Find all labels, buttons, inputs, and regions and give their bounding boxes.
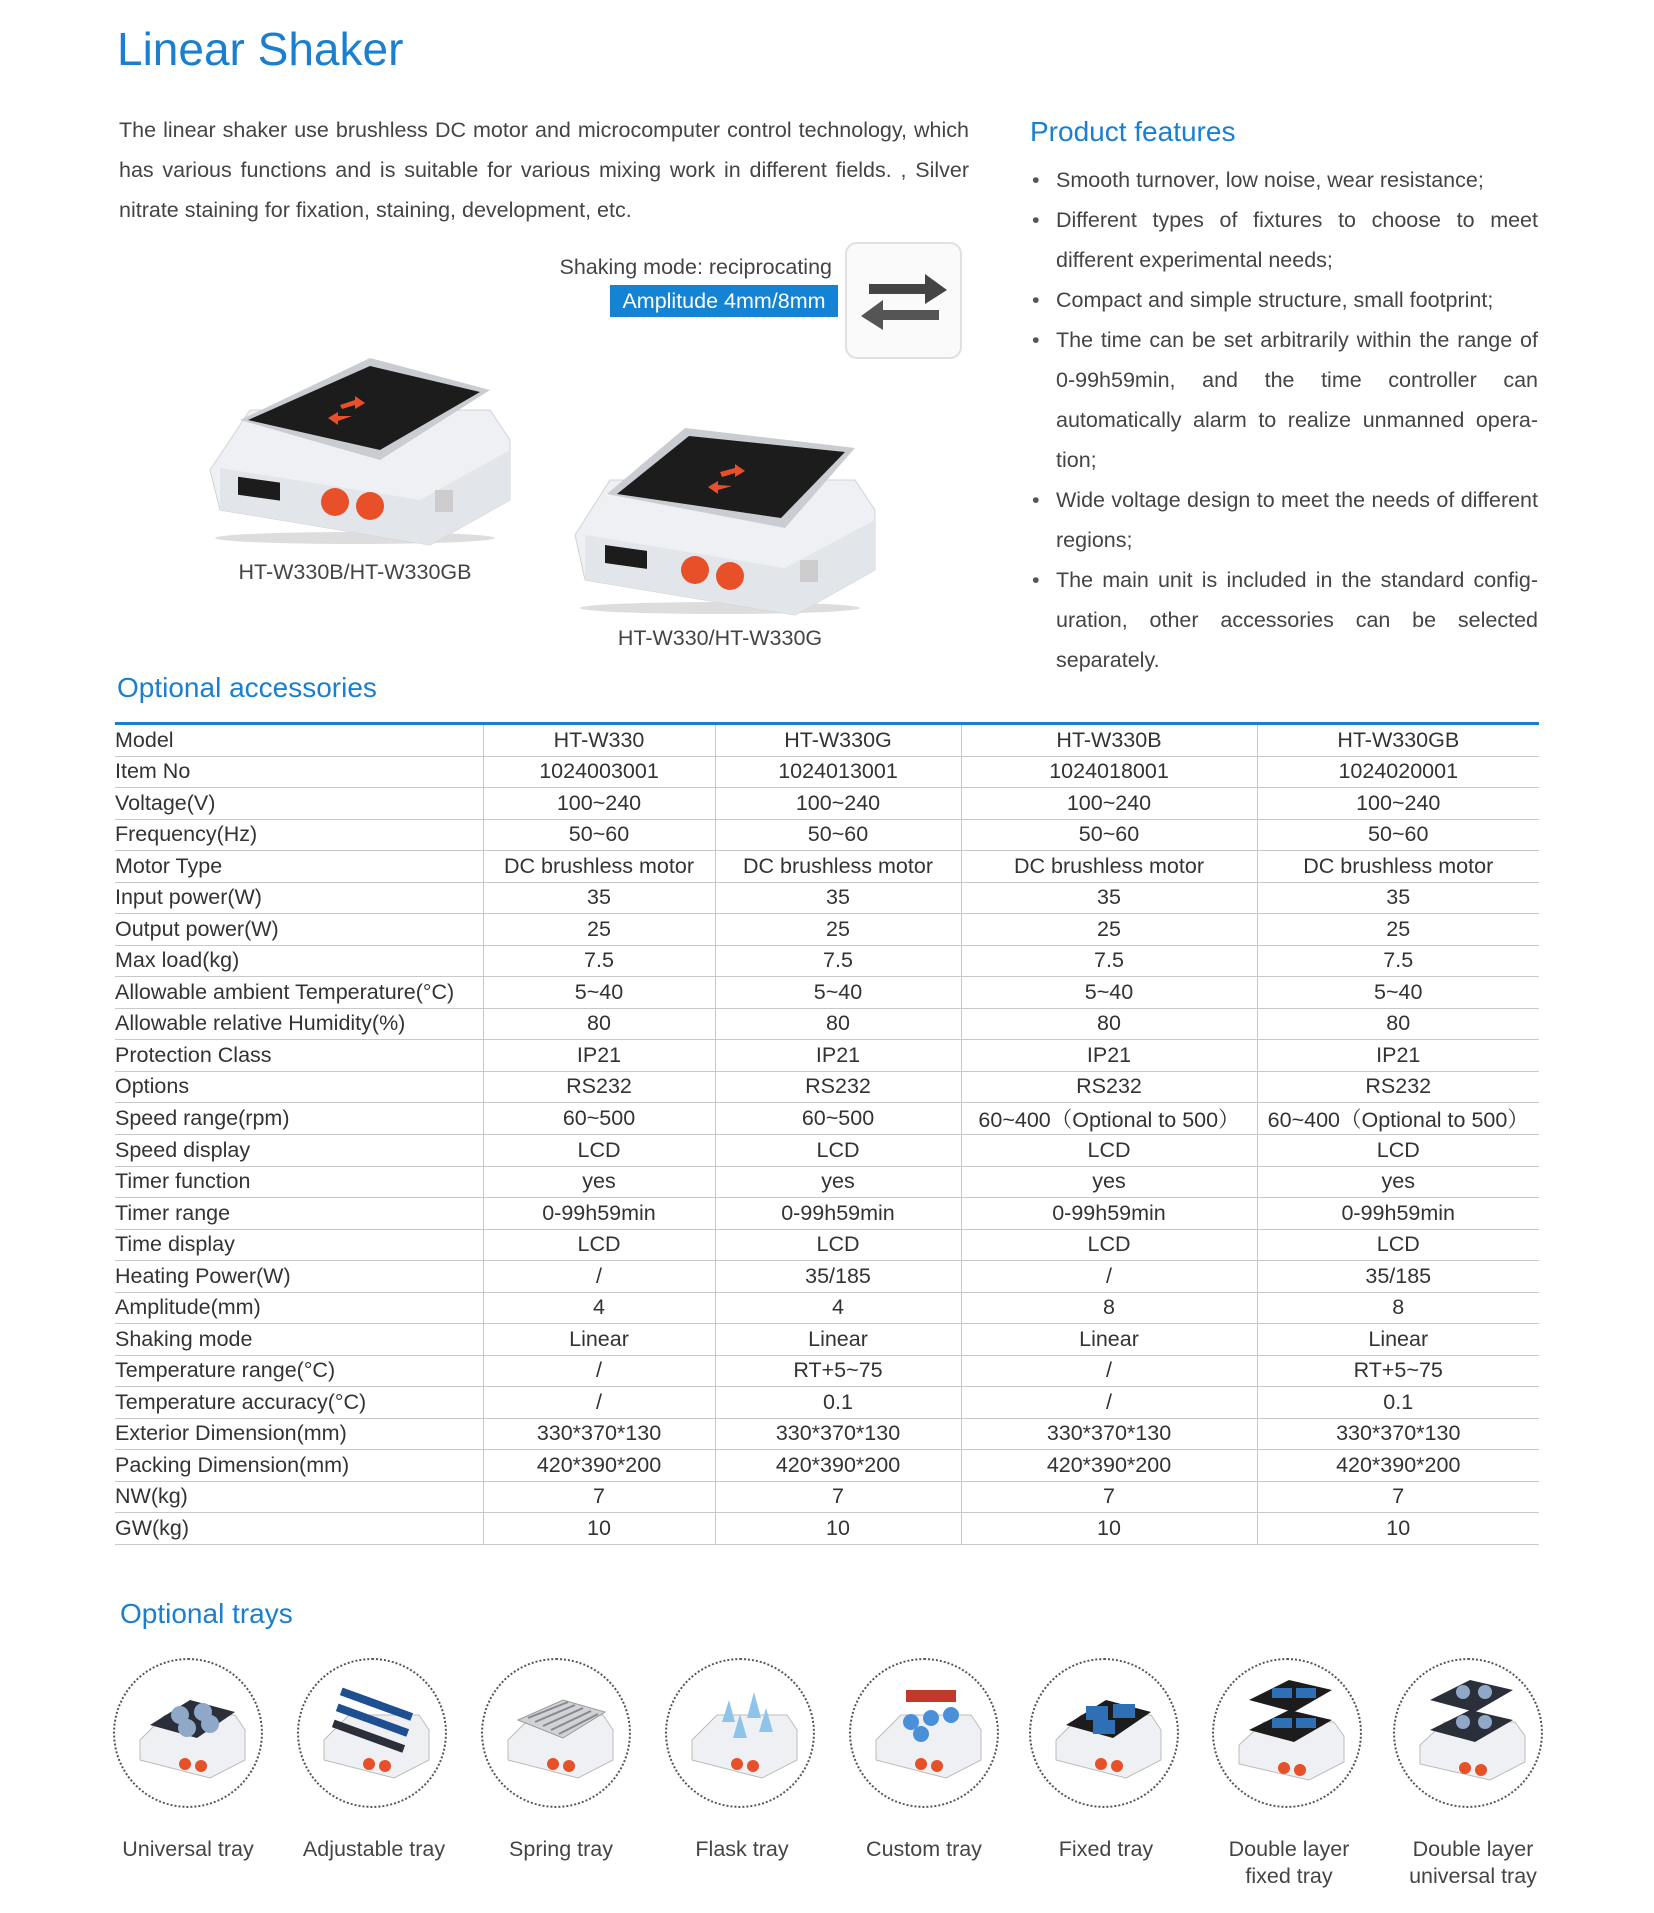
spec-label: Temperature accuracy(°C) [115,1387,483,1419]
spec-value: 8 [1257,1292,1539,1324]
tray-double-layer-fixed [1212,1658,1362,1808]
spec-value: yes [715,1166,961,1198]
spec-value: / [483,1387,715,1419]
tray-label: Flask tray [695,1837,789,1861]
spec-value: IP21 [961,1040,1257,1072]
spec-value: LCD [483,1135,715,1167]
spec-row [115,1008,1539,1040]
spec-value: 1024003001 [483,756,715,788]
spec-row [115,1292,1539,1324]
spec-row [115,1198,1539,1230]
spec-value: 0-99h59min [961,1198,1257,1230]
spec-label: Timer range [115,1198,483,1230]
tray-fixed [1029,1658,1179,1808]
spec-value: LCD [961,1135,1257,1167]
spec-row [115,1450,1539,1482]
spec-value: 35 [1257,882,1539,914]
spec-row [115,1481,1539,1513]
spec-value: RT+5~75 [1257,1355,1539,1387]
spec-row [115,1387,1539,1419]
spec-row [115,756,1539,788]
spec-label: Speed range(rpm) [115,1103,483,1135]
spec-label: Shaking mode [115,1324,483,1356]
spec-value: DC brushless motor [1257,851,1539,883]
spec-row [115,914,1539,946]
spec-value: IP21 [715,1040,961,1072]
spec-value: 100~240 [715,788,961,820]
spec-row [115,725,1539,756]
spec-value: 1024018001 [961,756,1257,788]
spec-label: Exterior Dimension(mm) [115,1418,483,1450]
spec-value: 10 [1257,1513,1539,1545]
tray-label: Double layer fixed tray [1228,1837,1350,1888]
spec-label: Options [115,1071,483,1103]
feature-item: • Different types of fixtures to choose to meet different experimental needs; [1030,200,1538,280]
spec-value: 330*370*130 [483,1418,715,1450]
spec-value: 420*390*200 [715,1450,961,1482]
spec-value: RS232 [715,1071,961,1103]
tray-label: Double layer universal tray [1409,1837,1537,1888]
spec-value: Linear [1257,1324,1539,1356]
intro-paragraph: The linear shaker use brushless DC motor and microcomputer control technology, which has various functions and is suitable for various mixing work in different fields. , Silver nitrate staining for fixation, staining, development, etc. [119,118,969,222]
tray-label: Spring tray [509,1837,613,1861]
feature-item: • Compact and simple structure, small footprint; [1030,280,1538,320]
spec-value: LCD [961,1229,1257,1261]
spec-label: Motor Type [115,851,483,883]
spec-value: 420*390*200 [961,1450,1257,1482]
spec-label: Time display [115,1229,483,1261]
tray-spring [481,1658,631,1808]
spec-value: HT-W330G [715,725,961,756]
tray-label: Fixed tray [1058,1837,1154,1861]
spec-label: Temperature range(°C) [115,1355,483,1387]
spec-value: DC brushless motor [715,851,961,883]
spec-value: 100~240 [483,788,715,820]
feature-item: • The time can be set arbitrarily within the range of 0-99h59min, and the time controller can automatically alarm to realize unmanned opera-tion; [1030,320,1538,480]
spec-value: 35/185 [715,1261,961,1293]
spec-value: 7 [1257,1481,1539,1513]
spec-value: DC brushless motor [961,851,1257,883]
spec-value: 50~60 [961,819,1257,851]
spec-row [115,1513,1539,1545]
spec-row [115,788,1539,820]
feature-item: • Smooth turnover, low noise, wear resistance; [1030,160,1538,200]
spec-value: LCD [1257,1229,1539,1261]
accessories-title: Optional accessories [117,672,377,703]
spec-label: Output power(W) [115,914,483,946]
spec-row [115,1103,1539,1135]
spec-value: yes [961,1166,1257,1198]
spec-value: 10 [715,1513,961,1545]
amplitude-badge: Amplitude 4mm/8mm [610,285,838,317]
spec-value: RS232 [961,1071,1257,1103]
spec-value: 25 [1257,914,1539,946]
shaking-mode-text: Shaking mode: reciprocating [559,255,832,279]
spec-value: / [961,1387,1257,1419]
spec-value: 80 [715,1008,961,1040]
spec-table-wrapper [115,722,1539,1545]
spec-value: 8 [961,1292,1257,1324]
spec-value: 35/185 [1257,1261,1539,1293]
spec-value: 0-99h59min [483,1198,715,1230]
tray-custom [849,1658,999,1808]
spec-row [115,1355,1539,1387]
spec-value: 330*370*130 [715,1418,961,1450]
spec-value: 10 [961,1513,1257,1545]
features-list [1030,160,1538,680]
spec-value: 60~500 [483,1103,715,1135]
spec-value: DC brushless motor [483,851,715,883]
feature-item: • Wide voltage design to meet the needs of different regions; [1030,480,1538,560]
product-image-ht-w330b [190,350,520,550]
spec-label: GW(kg) [115,1513,483,1545]
spec-label: NW(kg) [115,1481,483,1513]
spec-label: Allowable ambient Temperature(°C) [115,977,483,1009]
spec-value: HT-W330 [483,725,715,756]
spec-row [115,851,1539,883]
tray-label: Adjustable tray [302,1837,446,1861]
spec-value: 100~240 [961,788,1257,820]
spec-row [115,1071,1539,1103]
spec-value: 0.1 [1257,1387,1539,1419]
spec-value: 0.1 [715,1387,961,1419]
spec-label: Amplitude(mm) [115,1292,483,1324]
spec-value: 80 [1257,1008,1539,1040]
spec-value: LCD [715,1229,961,1261]
spec-value: 7 [715,1481,961,1513]
spec-row [115,1418,1539,1450]
spec-row [115,945,1539,977]
spec-value: 35 [961,882,1257,914]
spec-value: 7.5 [715,945,961,977]
spec-value: IP21 [483,1040,715,1072]
spec-value: 60~400（Optional to 500） [961,1103,1257,1135]
spec-value: Linear [961,1324,1257,1356]
spec-value: LCD [1257,1135,1539,1167]
page-title: Linear Shaker [117,23,404,75]
spec-row [115,1229,1539,1261]
tray-universal [113,1658,263,1808]
product-image-ht-w330 [555,420,885,620]
spec-value: / [483,1261,715,1293]
spec-label: Frequency(Hz) [115,819,483,851]
spec-value: 25 [961,914,1257,946]
spec-label: Protection Class [115,1040,483,1072]
spec-value: / [961,1355,1257,1387]
spec-value: 4 [483,1292,715,1324]
spec-value: 25 [483,914,715,946]
spec-value: 5~40 [1257,977,1539,1009]
spec-value: 0-99h59min [1257,1198,1539,1230]
spec-value: 50~60 [715,819,961,851]
spec-label: Timer function [115,1166,483,1198]
spec-value: 5~40 [961,977,1257,1009]
spec-label: Speed display [115,1135,483,1167]
spec-value: / [483,1355,715,1387]
spec-value: RS232 [1257,1071,1539,1103]
spec-value: 330*370*130 [961,1418,1257,1450]
spec-value: 25 [715,914,961,946]
spec-row [115,819,1539,851]
spec-value: yes [1257,1166,1539,1198]
spec-value: Linear [715,1324,961,1356]
spec-value: 60~500 [715,1103,961,1135]
spec-label: Allowable relative Humidity(%) [115,1008,483,1040]
spec-value: 1024013001 [715,756,961,788]
spec-row [115,1261,1539,1293]
spec-value: 7.5 [961,945,1257,977]
spec-value: RS232 [483,1071,715,1103]
spec-table [115,725,1539,1545]
spec-row [115,1166,1539,1198]
tray-double-layer-universal [1393,1658,1543,1808]
spec-value: 0-99h59min [715,1198,961,1230]
feature-item: • The main unit is included in the standard config-uration, other accessories can be selected separately. [1030,560,1538,680]
spec-value: LCD [715,1135,961,1167]
spec-value: 50~60 [1257,819,1539,851]
spec-value: 4 [715,1292,961,1324]
reciprocating-arrows-icon [845,242,962,359]
features-title: Product features [1030,116,1236,147]
spec-value: 7.5 [483,945,715,977]
trays-title: Optional trays [120,1598,293,1629]
spec-label: Model [115,725,483,756]
spec-value: 7 [483,1481,715,1513]
spec-value: IP21 [1257,1040,1539,1072]
spec-label: Input power(W) [115,882,483,914]
spec-value: yes [483,1166,715,1198]
spec-value: 420*390*200 [483,1450,715,1482]
spec-row [115,1040,1539,1072]
spec-row [115,1324,1539,1356]
spec-value: 1024020001 [1257,756,1539,788]
spec-label: Max load(kg) [115,945,483,977]
spec-row [115,1135,1539,1167]
spec-value: 7 [961,1481,1257,1513]
spec-label: Heating Power(W) [115,1261,483,1293]
spec-value: 5~40 [483,977,715,1009]
spec-value: HT-W330GB [1257,725,1539,756]
spec-value: 5~40 [715,977,961,1009]
spec-value: 100~240 [1257,788,1539,820]
spec-value: 80 [961,1008,1257,1040]
spec-value: 7.5 [1257,945,1539,977]
spec-value: 60~400（Optional to 500） [1257,1103,1539,1135]
spec-value: HT-W330B [961,725,1257,756]
spec-row [115,977,1539,1009]
spec-value: 35 [483,882,715,914]
spec-value: / [961,1261,1257,1293]
tray-label: Universal tray [122,1837,254,1861]
spec-value: LCD [483,1229,715,1261]
spec-value: Linear [483,1324,715,1356]
spec-value: RT+5~75 [715,1355,961,1387]
spec-value: 35 [715,882,961,914]
spec-value: 330*370*130 [1257,1418,1539,1450]
spec-value: 80 [483,1008,715,1040]
spec-label: Voltage(V) [115,788,483,820]
spec-label: Item No [115,756,483,788]
product-label-ht-w330b: HT-W330B/HT-W330GB [238,560,472,584]
tray-label: Custom tray [866,1837,982,1861]
tray-flask [665,1658,815,1808]
spec-value: 50~60 [483,819,715,851]
spec-value: 10 [483,1513,715,1545]
tray-adjustable [297,1658,447,1808]
spec-row [115,882,1539,914]
spec-value: 420*390*200 [1257,1450,1539,1482]
product-label-ht-w330: HT-W330/HT-W330G [617,626,823,650]
spec-label: Packing Dimension(mm) [115,1450,483,1482]
